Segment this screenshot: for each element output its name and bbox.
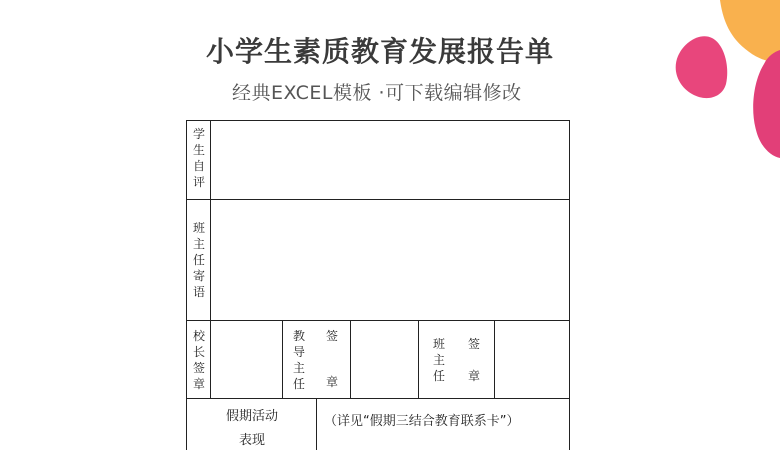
divider-tutor-left (282, 320, 283, 398)
student-self-eval-label: 学生自评 (192, 127, 205, 189)
divider-class-left (418, 320, 419, 398)
form-border-left (186, 120, 187, 450)
divider-holiday (316, 398, 317, 450)
principal-sign-field[interactable] (211, 321, 282, 398)
tutor-sign-char: 签 (326, 329, 339, 343)
class-teacher-label: 班主任 (432, 337, 445, 383)
page-title: 小学生素质教育发展报告单 (205, 35, 554, 68)
tutor-sign-field[interactable] (351, 321, 418, 398)
teacher-message-field[interactable] (211, 200, 569, 320)
student-self-eval-field[interactable] (211, 121, 569, 199)
principal-sign-label: 校长签章 (192, 329, 205, 391)
tutor-seal-char: 章 (326, 375, 339, 389)
class-teacher-seal-char: 章 (468, 369, 481, 383)
teacher-message-label: 班主任寄语 (192, 221, 205, 299)
divider-row-3 (186, 398, 570, 399)
holiday-activity-label: 假期活动表现 (225, 409, 278, 448)
class-teacher-sign-field[interactable] (495, 321, 569, 398)
report-form (186, 120, 570, 450)
holiday-activity-note: （详见“假期三结合教育联系卡”） (324, 414, 520, 429)
form-border-right (569, 120, 570, 450)
tutor-label: 教导主任 (292, 329, 305, 391)
class-teacher-sign-char: 签 (468, 337, 481, 351)
page-subtitle: 经典EXCEL模板 ·可下载编辑修改 (232, 82, 522, 104)
